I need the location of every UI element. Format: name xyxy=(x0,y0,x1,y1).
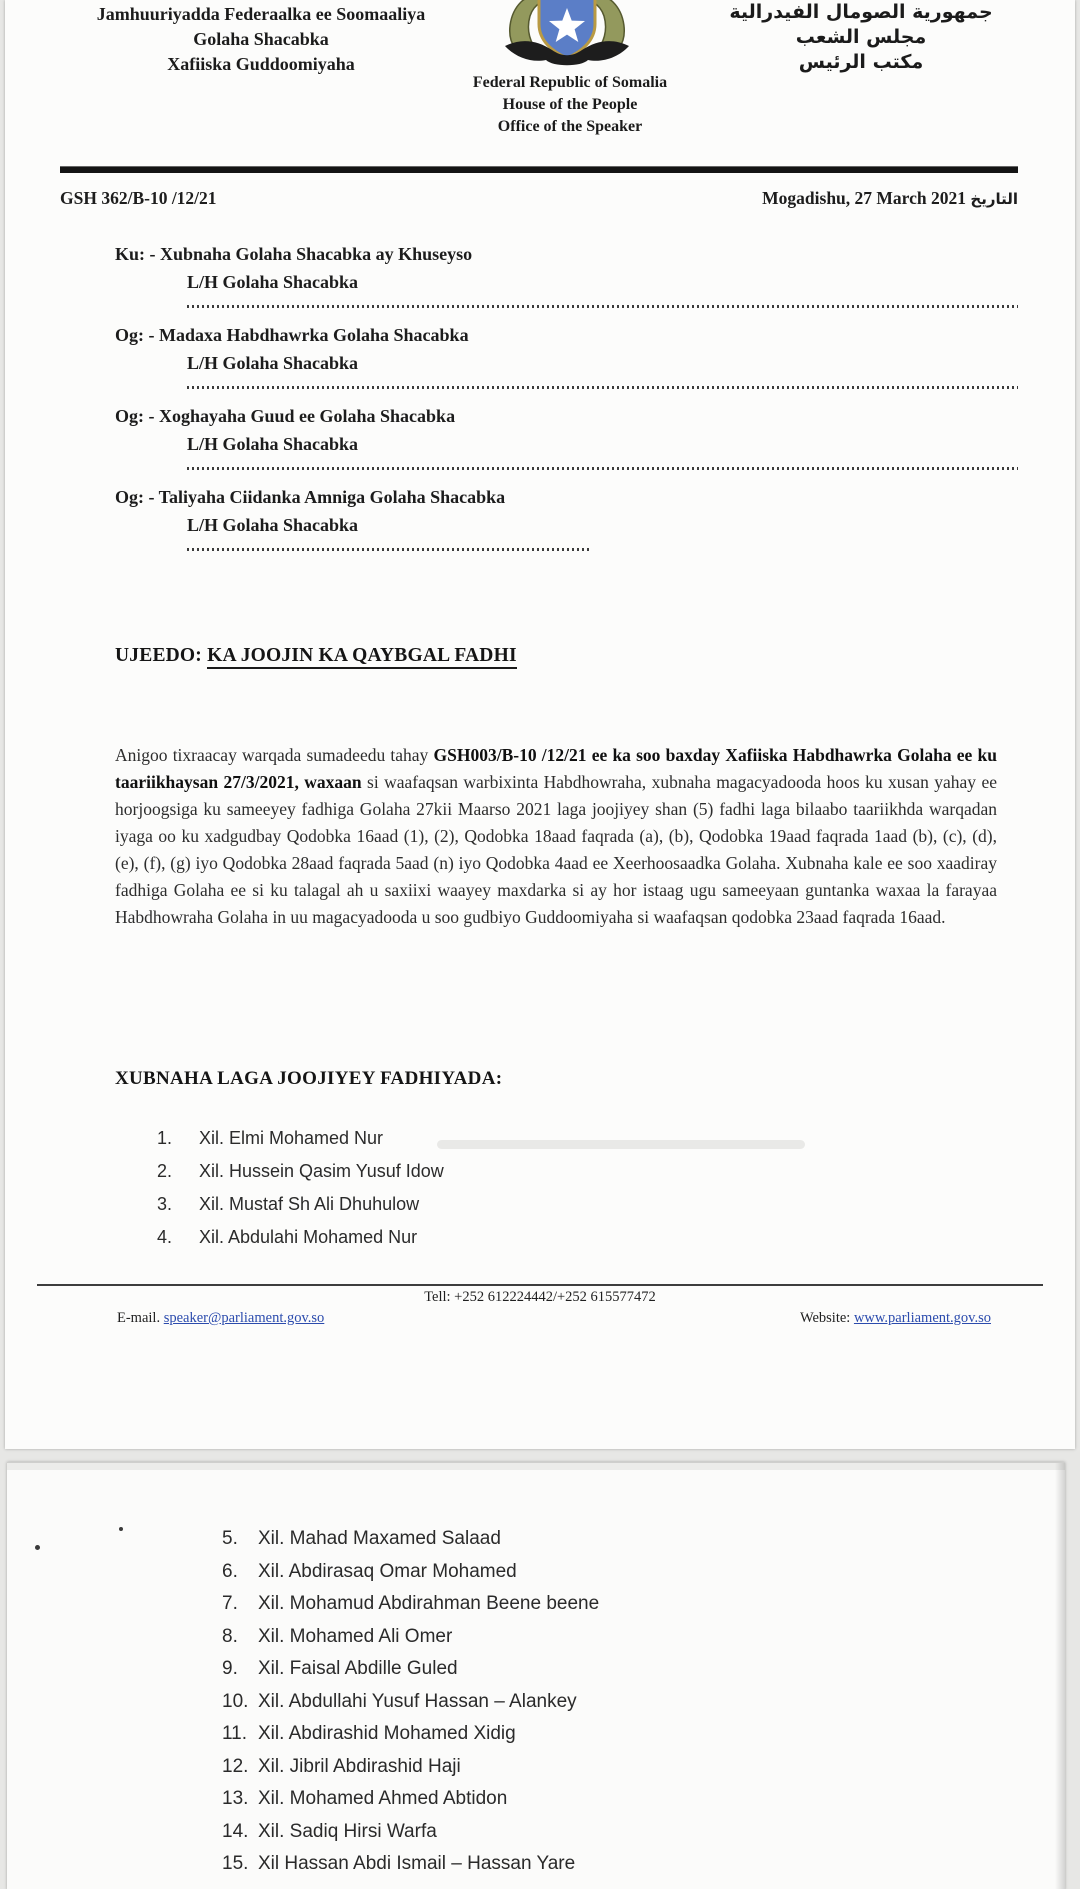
member-row xyxy=(222,1556,599,1589)
subject-label: UJEEDO: xyxy=(115,645,202,666)
recipient-line2: L/H Golaha Shacabka xyxy=(187,353,359,373)
header-divider-rule xyxy=(60,166,1018,173)
dotted-separator xyxy=(187,386,1018,389)
member-row xyxy=(222,1653,599,1686)
letterhead-somali xyxy=(43,2,479,77)
member-row xyxy=(157,1221,444,1254)
member-row xyxy=(222,1621,599,1654)
letterhead-english-line3: Office of the Speaker xyxy=(497,118,643,135)
member-row xyxy=(157,1122,444,1155)
member-row xyxy=(222,1686,599,1719)
body-text-rest: si waafaqsan warbixinta Habdhowraha, xubnaha magacyadooda hoos ku xusan yahay ee horjoogsiga ku sameeyey fadhiga Golaha 27kii Maarso 2021 laga joojiyey shan (5) fadhi laga bilaabo taariikhda warqadan iyaga oo ku xadgudbay Qodobka 16aad (1), (2), Qodobka 18aad faqrada (a), (b), Qodobka 19aad faqrada 1aad (b), (c), (d), (e), (f), (g) iyo Qodobka 28aad faqrada 5aad (n) iyo Qodobka 4aad ee Xeerhoosaadka Golaha. Xubnaha kale ee soo xaadiray fadhiga Golaha ee si ku talagal ah u saxiixi waayey maxdarka si ay hor istaag ugu sameeyaan guntanka waxaa la farayaa Habdhowraha Golaha in uu magacyadooda u soo gudbiyo Guddoomiyaha si waafaqsan qodobka 23aad faqrada 16aad. xyxy=(115,772,997,927)
member-number: 14. xyxy=(222,1820,249,1842)
member-number: 3. xyxy=(157,1194,173,1214)
member-number: 4. xyxy=(157,1227,173,1247)
member-number: 10. xyxy=(222,1690,249,1712)
recipient-line2: L/H Golaha Shacabka xyxy=(187,515,359,535)
dotted-separator xyxy=(187,548,592,551)
member-row xyxy=(222,1718,599,1751)
scan-speck xyxy=(119,1527,123,1531)
scan-speck xyxy=(35,1545,40,1550)
member-name: Xil. Mohamed Ali Omer xyxy=(258,1625,453,1647)
letterhead-somali-line1: Jamhuuriyadda Federaalka ee Soomaaliya xyxy=(96,4,426,24)
letterhead-english-line2: House of the People xyxy=(502,96,638,113)
member-name: Xil. Hussein Qasim Yusuf Idow xyxy=(199,1161,444,1181)
member-name: Xil. Faisal Abdille Guled xyxy=(258,1658,458,1679)
recipient-line1: - Xubnaha Golaha Shacabka ay Khuseyso xyxy=(149,244,473,264)
footer-divider-rule xyxy=(37,1284,1043,1287)
letterhead-arabic xyxy=(693,0,1029,75)
recipient-prefix: Og: xyxy=(115,406,144,426)
member-row xyxy=(157,1188,444,1221)
place-date: Mogadishu, 27 March 2021 التاريخ xyxy=(762,188,1018,208)
member-row xyxy=(222,1751,599,1784)
scan-artifact xyxy=(1055,1463,1065,1889)
body-text-bold: GSH003/B-10 /12/21 ee ka soo baxday Xafiiska Habdhawrka Golaha ee ku taariikhaysan 27/3/2021, waxaan xyxy=(115,745,997,792)
recipient-ku xyxy=(115,240,1020,308)
footer-email-link[interactable]: speaker@parliament.gov.so xyxy=(163,1310,325,1326)
member-name: Xil. Mohamed Ahmed Abtidon xyxy=(258,1788,508,1809)
members-list-heading: XUBNAHA LAGA JOOJIYEY FADHIYADA: xyxy=(115,1068,503,1089)
footer-telephone: Tell: +252 612224442/+252 615577472 xyxy=(424,1289,656,1305)
recipient-prefix: Og: xyxy=(115,487,144,507)
recipient-line2: L/H Golaha Shacabka xyxy=(187,272,359,292)
recipient-line1: - Xoghayaha Guud ee Golaha Shacabka xyxy=(148,406,456,426)
member-row xyxy=(222,1848,599,1881)
recipient-og-2 xyxy=(115,402,1020,470)
reference-row xyxy=(60,188,1018,209)
scan-artifact xyxy=(437,1140,805,1149)
date-word-arabic: التاريخ xyxy=(970,190,1018,208)
dotted-separator xyxy=(187,305,1018,308)
recipient-prefix: Ku: xyxy=(115,244,146,264)
letterhead-arabic-line1: جمهورية الصومال الفيدرالية xyxy=(729,1,993,23)
members-list-page1 xyxy=(157,1122,444,1254)
footer-email-label: E-mail. xyxy=(117,1310,161,1326)
letterhead-english-line1: Federal Republic of Somalia xyxy=(472,74,668,91)
recipient-line1: - Taliyaha Ciidanka Amniga Golaha Shacabka xyxy=(148,487,506,507)
reference-number: GSH 362/B-10 /12/21 xyxy=(60,188,217,208)
letter-footer xyxy=(37,1284,1043,1327)
recipients-block xyxy=(115,240,1020,564)
member-name: Xil. Jibril Abdirashid Haji xyxy=(258,1755,461,1777)
letterhead-somali-line3: Xafiiska Guddoomiyaha xyxy=(167,54,355,74)
scan-artifact xyxy=(7,1463,1065,1470)
footer-website xyxy=(800,1310,991,1327)
member-row xyxy=(222,1816,599,1849)
member-name: Xil. Mohamud Abdirahman Beene beene xyxy=(258,1593,600,1614)
member-name: Xil. Sadiq Hirsi Warfa xyxy=(258,1820,437,1842)
member-row xyxy=(222,1783,599,1816)
member-number: 6. xyxy=(222,1560,238,1582)
member-name: Xil. Elmi Mohamed Nur xyxy=(199,1128,384,1148)
subject-line xyxy=(115,645,517,667)
letter-page-1 xyxy=(5,0,1075,1449)
member-number: 11. xyxy=(222,1723,248,1744)
members-list-page2 xyxy=(222,1523,599,1881)
member-row xyxy=(157,1155,444,1188)
recipient-line1: - Madaxa Habdhawrka Golaha Shacabka xyxy=(148,325,469,345)
member-name: Xil. Abdulahi Mohamed Nur xyxy=(199,1227,418,1247)
member-name: Xil. Abdullahi Yusuf Hassan – Alankey xyxy=(258,1690,577,1712)
footer-email xyxy=(117,1310,324,1327)
subject-title: KA JOOJIN KA QAYBGAL FADHI xyxy=(207,645,517,669)
member-row xyxy=(222,1588,599,1621)
recipient-og-3 xyxy=(115,483,1020,551)
letterhead-arabic-line2: مجلس الشعب xyxy=(795,26,927,48)
letterhead-arabic-line3: مكتب الرئيس xyxy=(798,51,924,73)
letter-body-paragraph xyxy=(115,742,997,931)
member-number: 9. xyxy=(222,1658,238,1679)
member-number: 5. xyxy=(222,1528,238,1549)
recipient-og-1 xyxy=(115,321,1020,389)
member-name: Xil. Abdirasaq Omar Mohamed xyxy=(258,1560,517,1582)
member-number: 2. xyxy=(157,1161,173,1181)
recipient-prefix: Og: xyxy=(115,325,144,345)
body-text-pre: Anigoo tixraacay warqada sumadeedu tahay xyxy=(115,745,434,765)
dotted-separator xyxy=(187,467,1018,470)
letter-page-2 xyxy=(7,1462,1065,1889)
member-number: 12. xyxy=(222,1755,249,1777)
member-number: 13. xyxy=(222,1788,249,1809)
letterhead-somali-line2: Golaha Shacabka xyxy=(193,29,329,49)
member-number: 15. xyxy=(222,1853,249,1874)
member-number: 7. xyxy=(222,1593,238,1614)
member-row xyxy=(222,1523,599,1556)
member-name: Xil. Abdirashid Mohamed Xidig xyxy=(258,1723,516,1744)
footer-website-label: Website: xyxy=(799,1310,851,1326)
member-name: Xil Hassan Abdi Ismail – Hassan Yare xyxy=(258,1853,576,1874)
footer-website-link[interactable]: www.parliament.gov.so xyxy=(853,1310,991,1326)
coat-of-arms-icon xyxy=(477,0,657,68)
member-name: Xil. Mustaf Sh Ali Dhuhulow xyxy=(199,1194,420,1214)
member-number: 8. xyxy=(222,1625,238,1647)
letterhead-english xyxy=(403,72,737,138)
recipient-line2: L/H Golaha Shacabka xyxy=(187,434,359,454)
member-name: Xil. Mahad Maxamed Salaad xyxy=(258,1528,501,1549)
member-number: 1. xyxy=(157,1128,173,1148)
